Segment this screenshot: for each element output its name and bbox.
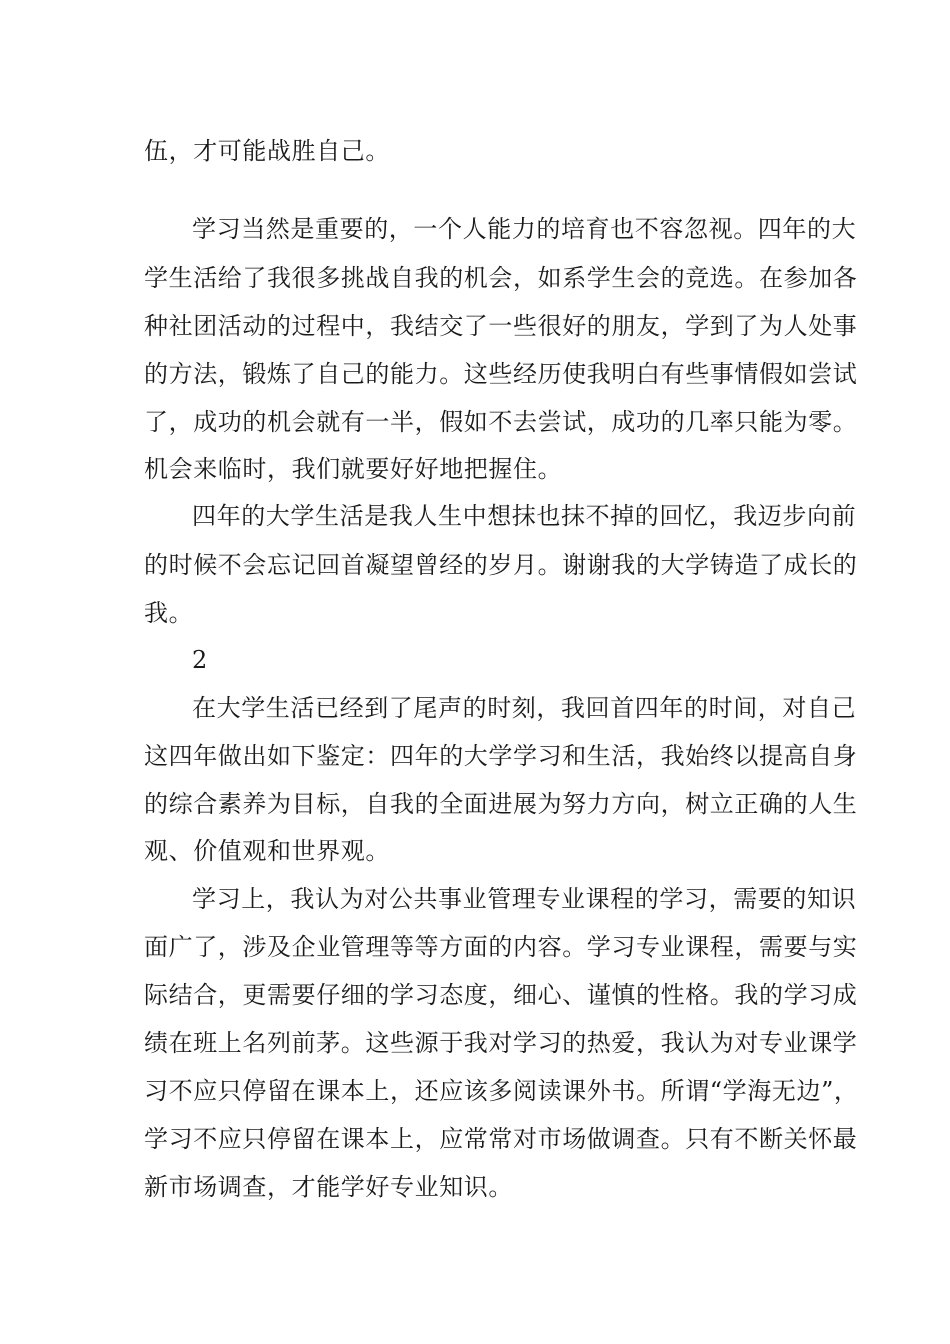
text-line: 绩在班上名列前茅。这些源于我对学习的热爱，我认为对专业课学: [144, 1029, 858, 1057]
text-line: 我。: [144, 599, 194, 627]
text-line: 的时候不会忘记回首凝望曾经的岁月。谢谢我的大学铸造了成长的: [144, 551, 858, 579]
text-line: 这四年做出如下鉴定：四年的大学学习和生活，我始终以提高自身: [144, 742, 858, 770]
text-line: 种社团活动的过程中，我结交了一些很好的朋友，学到了为人处事: [144, 312, 858, 340]
text-line: 习不应只停留在课本上，还应该多阅读课外书。所谓“学海无边”，: [144, 1077, 859, 1105]
text-line: 的综合素养为目标，自我的全面进展为努力方向，树立正确的人生: [144, 790, 858, 818]
text-line: 观、价值观和世界观。: [144, 837, 390, 865]
text-line: 际结合，更需要仔细的学习态度，细心、谨慎的性格。我的学习成: [144, 981, 858, 1009]
text-line: 学生活给了我很多挑战自我的机会，如系学生会的竞选。在参加各: [144, 264, 858, 292]
paragraph-first-line: 四年的大学生活是我人生中想抹也抹不掉的回忆，我迈步向前: [192, 502, 857, 530]
section-number: 2: [192, 646, 208, 674]
text-line: 伍，才可能战胜自己。: [144, 137, 390, 165]
text-line: 机会来临时，我们就要好好地把握住。: [144, 455, 563, 483]
text-line: 了，成功的机会就有一半，假如不去尝试，成功的几率只能为零。: [144, 408, 858, 436]
text-line: 面广了，涉及企业管理等等方面的内容。学习专业课程，需要与实: [144, 933, 858, 961]
paragraph-first-line: 在大学生活已经到了尾声的时刻，我回首四年的时间，对自己: [192, 694, 857, 722]
text-line: 新市场调查，才能学好专业知识。: [144, 1173, 513, 1201]
paragraph-first-line: 学习当然是重要的，一个人能力的培育也不容忽视。四年的大: [192, 215, 857, 243]
text-line: 学习不应只停留在课本上，应常常对市场做调查。只有不断关怀最: [144, 1125, 858, 1153]
paragraph-first-line: 学习上，我认为对公共事业管理专业课程的学习，需要的知识: [192, 885, 857, 913]
text-line: 的方法，锻炼了自己的能力。这些经历使我明白有些事情假如尝试: [144, 360, 858, 388]
